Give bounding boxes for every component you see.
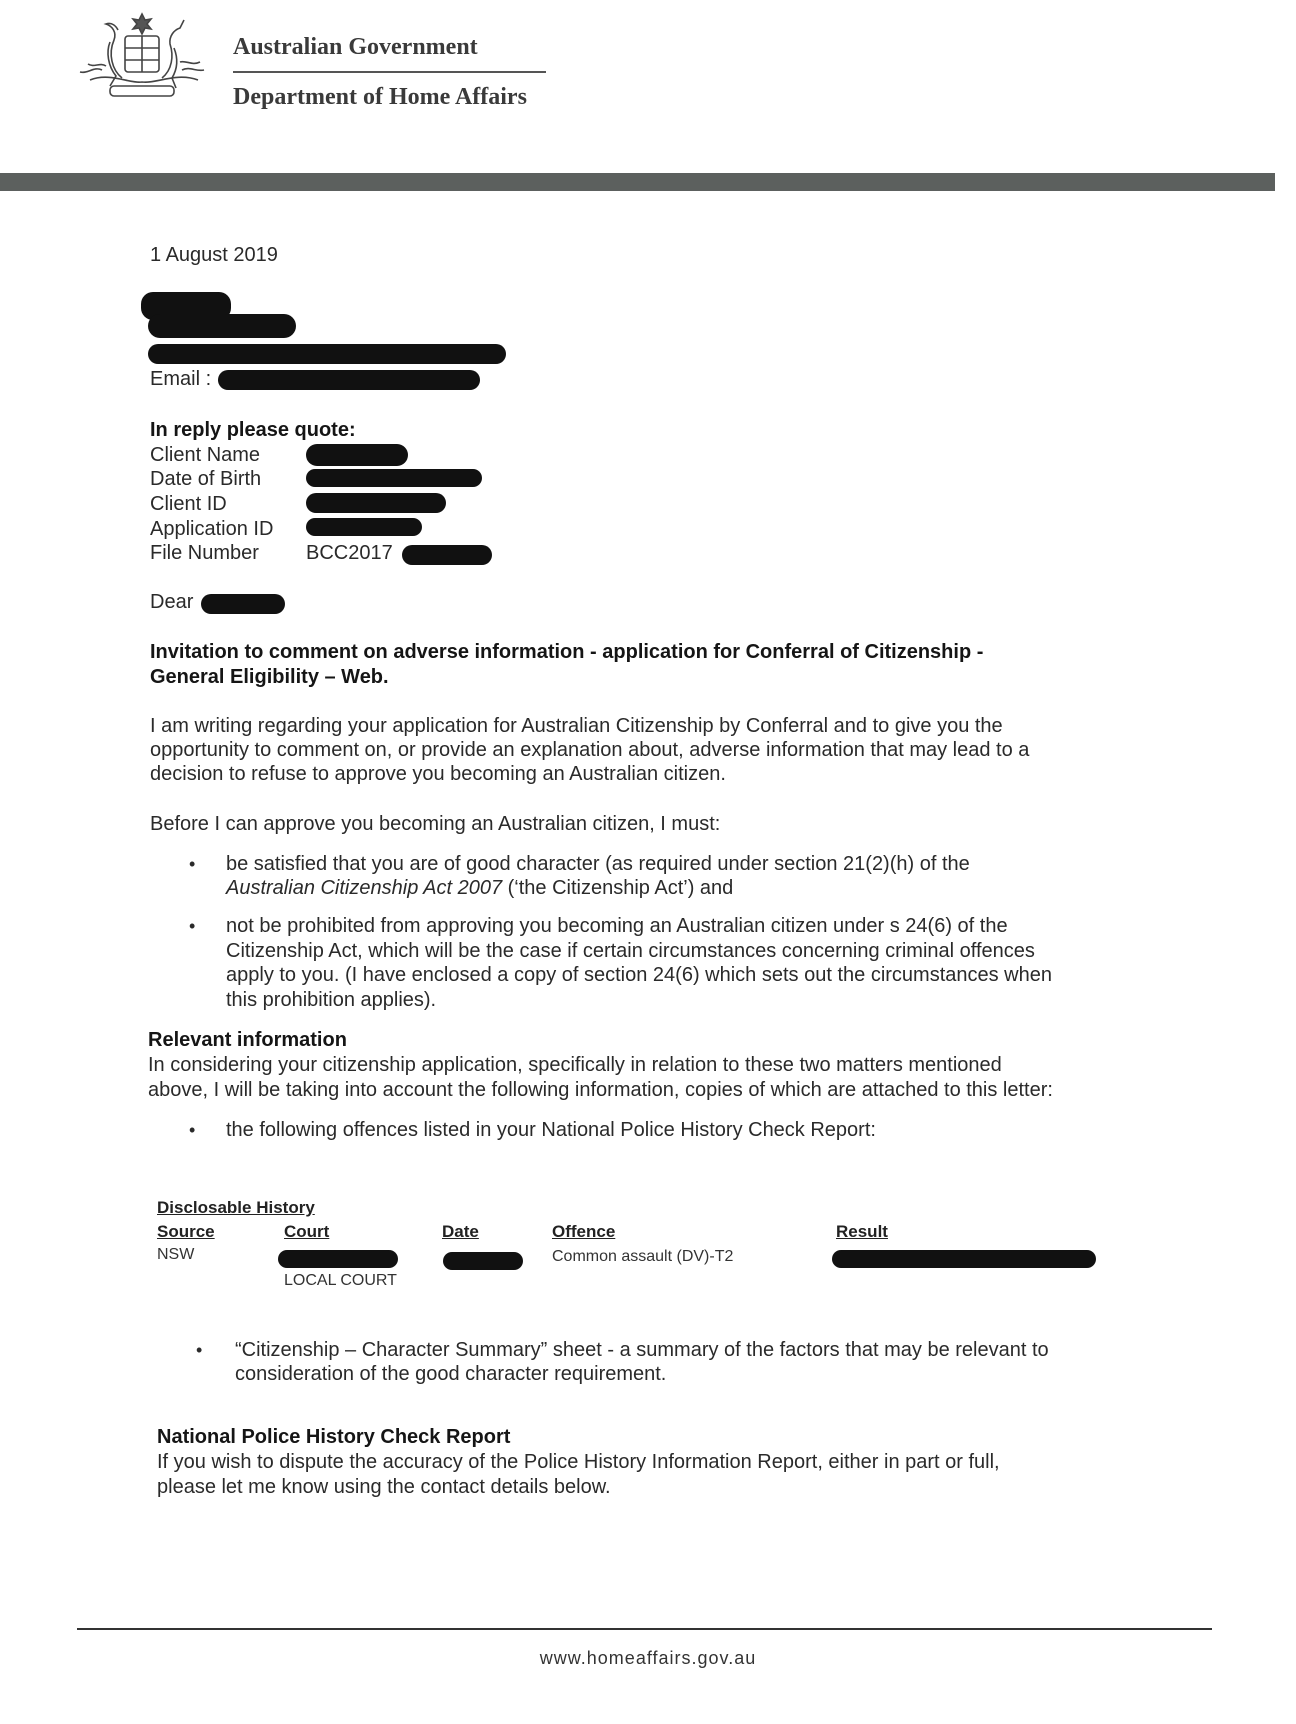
row-source: NSW — [157, 1246, 195, 1263]
client-id-label: Client ID — [150, 493, 227, 515]
redacted-client-name — [306, 444, 408, 466]
redacted-email — [218, 370, 480, 390]
letter-date: 1 August 2019 — [150, 244, 278, 266]
intro-line-3: decision to refuse to approve you becoming an Australian citizen. — [150, 763, 726, 785]
redacted-dob — [306, 469, 482, 487]
redacted-date — [443, 1252, 523, 1270]
salutation: Dear — [150, 591, 194, 613]
history-title: Disclosable History — [157, 1198, 315, 1217]
redacted-application-id — [306, 518, 422, 536]
relevant-line-2: above, I will be taking into account the following information, copies of which are attached to this letter: — [148, 1079, 1053, 1101]
department-name: Department of Home Affairs — [233, 84, 527, 110]
bullet-1-marker: • — [189, 854, 196, 874]
header-banner — [0, 173, 1275, 191]
requirements-intro: Before I can approve you becoming an Australian citizen, I must: — [150, 813, 721, 835]
intro-line-1: I am writing regarding your application for Australian Citizenship by Conferral and to give you the — [150, 715, 1003, 737]
col-source-header: Source — [157, 1222, 215, 1241]
bullet-2-line-2: Citizenship Act, which will be the case if certain circumstances concerning criminal offences — [226, 940, 1035, 962]
coat-of-arms-icon — [70, 8, 215, 108]
bullet-1-line-1: be satisfied that you are of good character (as required under section 21(2)(h) of the — [226, 853, 970, 875]
act-title: Australian Citizenship Act 2007 — [226, 877, 503, 899]
col-result-header: Result — [836, 1222, 888, 1241]
bullet-2-line-1: not be prohibited from approving you becoming an Australian citizen under s 24(6) of the — [226, 915, 1008, 937]
act-short-title: (‘the Citizenship Act’) and — [502, 877, 734, 899]
file-number-value: BCC2017 — [306, 542, 393, 564]
subject-line-1: Invitation to comment on adverse information - application for Conferral of Citizenship - — [150, 641, 984, 663]
relevant-heading: Relevant information — [148, 1029, 347, 1051]
bullet-2-line-4: this prohibition applies). — [226, 989, 437, 1011]
redacted-court — [278, 1250, 398, 1268]
application-id-label: Application ID — [150, 518, 274, 540]
col-date-header: Date — [442, 1222, 479, 1241]
nphc-line-2: please let me know using the contact details below. — [157, 1476, 611, 1498]
dob-label: Date of Birth — [150, 468, 262, 490]
relevant-bullet-text: the following offences listed in your National Police History Check Report: — [226, 1119, 876, 1141]
nphc-heading: National Police History Check Report — [157, 1426, 511, 1448]
letterhead-divider — [233, 71, 546, 73]
nphc-line-1: If you wish to dispute the accuracy of the Police History Information Report, either in part or full, — [157, 1451, 1000, 1473]
government-name: Australian Government — [233, 34, 478, 60]
bullet-2-marker: • — [189, 916, 196, 936]
redacted-client-id — [306, 493, 446, 513]
reply-heading: In reply please quote: — [150, 419, 356, 441]
relevant-line-1: In considering your citizenship application, specifically in relation to these two matters mentioned — [148, 1054, 1002, 1076]
bullet-1-line-2 — [226, 876, 733, 901]
subject-line-2: General Eligibility – Web. — [150, 666, 389, 688]
email-label: Email : — [150, 368, 212, 390]
bullet-3-line-2: consideration of the good character requirement. — [235, 1363, 667, 1385]
redacted-salutation-name — [201, 594, 285, 614]
row-court: LOCAL COURT — [284, 1272, 397, 1289]
redacted-address-1 — [148, 314, 296, 338]
bullet-3-line-1: “Citizenship – Character Summary” sheet - a summary of the factors that may be relevant to — [235, 1339, 1049, 1361]
redacted-file-number — [402, 545, 492, 565]
intro-line-2: opportunity to comment on, or provide an explanation about, adverse information that may lead to a — [150, 739, 1030, 761]
client-name-label: Client Name — [150, 444, 261, 466]
bullet-3-marker: • — [196, 1340, 203, 1360]
relevant-bullet-marker: • — [189, 1120, 196, 1140]
footer-divider — [77, 1628, 1212, 1630]
footer-website: www.homeaffairs.gov.au — [539, 1648, 757, 1668]
row-offence: Common assault (DV)-T2 — [552, 1248, 734, 1265]
redacted-address-2 — [148, 344, 506, 364]
col-offence-header: Offence — [552, 1222, 616, 1241]
redacted-result — [832, 1250, 1096, 1268]
col-court-header: Court — [284, 1222, 330, 1241]
bullet-2-line-3: apply to you. (I have enclosed a copy of section 24(6) which sets out the circumstances when — [226, 964, 1052, 986]
file-number-label: File Number — [150, 542, 259, 564]
